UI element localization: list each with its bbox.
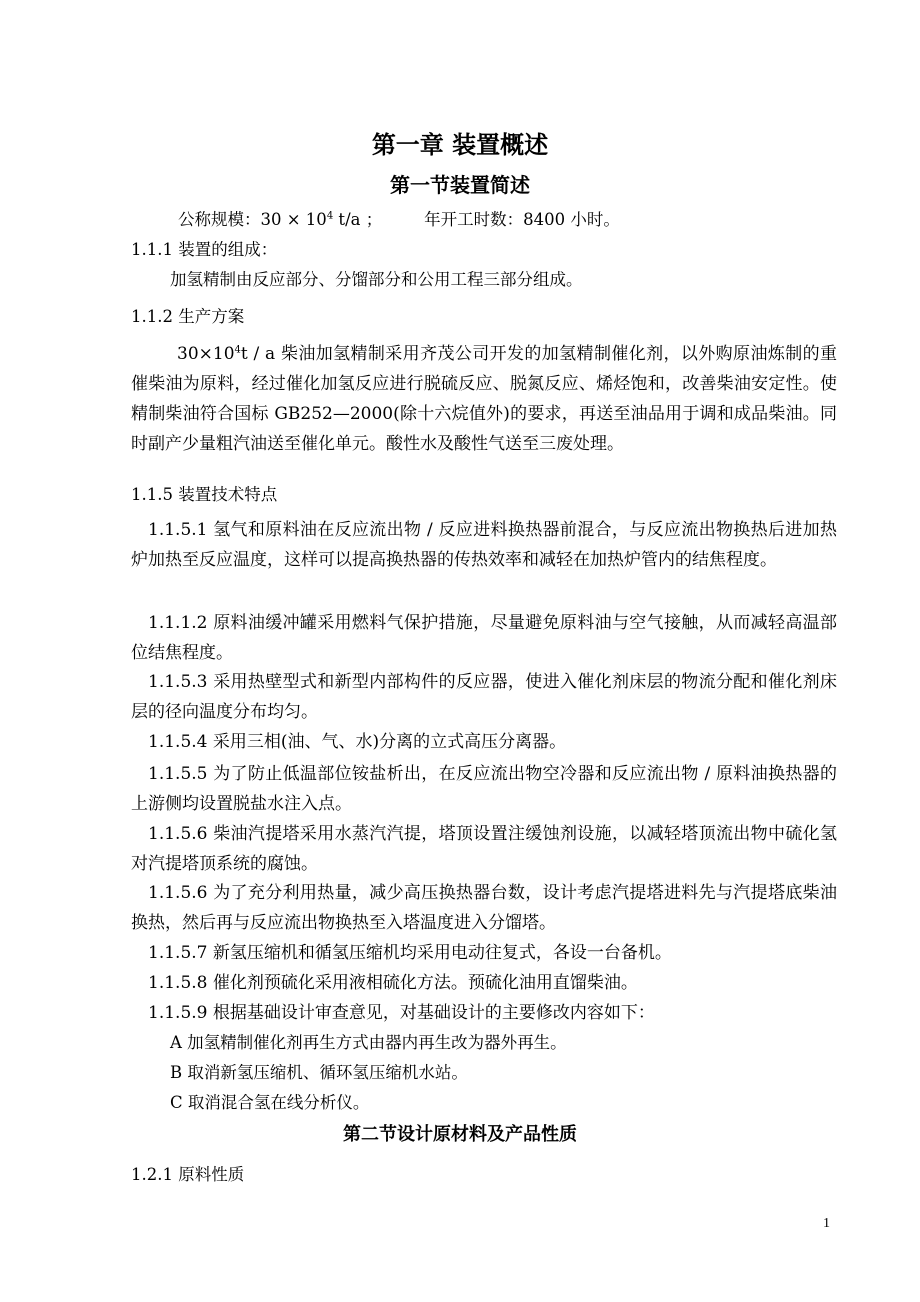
feature-item: 1.1.1.2 原料油缓冲罐采用燃料气保护措施，尽量避免原料油与空气接触，从而减轻高温部位结焦程度。 — [131, 613, 837, 663]
feature-item: 1.1.5.5 为了防止低温部位铵盐析出，在反应流出物空冷器和反应流出物 / 原料油换热器的上游侧均设置脱盐水注入点。 — [131, 764, 837, 814]
section-title-1: 第一节装置简述 — [390, 173, 530, 197]
plan-exponent: 4 — [234, 344, 241, 356]
scale-line — [178, 205, 883, 235]
feature-item: 1.1.5.1 氢气和原料油在反应流出物 / 反应进料换热器前混合，与反应流出物换热后进加热炉加热至反应温度，这样可以提高换热器的传热效率和减轻在加热炉管内的结焦程度。 — [131, 520, 837, 570]
paragraph-production-plan — [131, 339, 837, 459]
modification-item: A 加氢精制催化剂再生方式由器内再生改为器外再生。 — [170, 1033, 567, 1052]
modification-item: C 取消混合氢在线分析仪。 — [170, 1093, 370, 1112]
heading-1-1-5: 1.1.5 装置技术特点 — [131, 485, 278, 504]
page-number: 1 — [823, 1216, 830, 1231]
feature-item: 1.1.5.3 采用热壁型式和新型内部构件的反应器，使进入催化剂床层的物流分配和催化剂床层的径向温度分布均匀。 — [131, 672, 837, 722]
plan-prefix: 30×10 — [177, 344, 235, 364]
chapter-title: 第一章 装置概述 — [371, 131, 549, 159]
heading-1-2-1: 1.2.1 原料性质 — [131, 1165, 245, 1184]
modification-item: B 取消新氢压缩机、循环氢压缩机水站。 — [170, 1063, 468, 1082]
paragraph-composition: 加氢精制由反应部分、分馏部分和公用工程三部分组成。 — [170, 270, 583, 289]
feature-item: 1.1.5.7 新氢压缩机和循氢压缩机均采用电动往复式，各设一台备机。 — [148, 943, 672, 963]
scale-prefix: 公称规模：30 × 10 — [178, 210, 327, 229]
feature-item: 1.1.5.9 根据基础设计审查意见，对基础设计的主要修改内容如下： — [148, 1003, 655, 1023]
scale-exponent: 4 — [326, 210, 334, 222]
heading-1-1-2: 1.1.2 生产方案 — [131, 307, 245, 326]
plan-text: t / a 柴油加氢精制采用齐茂公司开发的加氢精制催化剂，以外购原油炼制的重催柴油为原料，经过催化加氢反应进行脱硫反应、脱氮反应、烯烃饱和，改善柴油安定性。使精制柴油符合国标 GB252—2000(除十六烷值外)的要求，再送至油品用于调和成品柴油。同时副产少量粗汽油送至催化单元。酸性水及酸性气送至三废处理。 — [131, 344, 837, 454]
feature-item: 1.1.5.6 为了充分利用热量，减少高压换热器台数，设计考虑汽提塔进料先与汽提塔底柴油换热，然后再与反应流出物换热至入塔温度进入分馏塔。 — [131, 883, 837, 933]
section-title-2: 第二节设计原材料及产品性质 — [343, 1124, 577, 1145]
feature-item: 1.1.5.6 柴油汽提塔采用水蒸汽汽提，塔顶设置注缓蚀剂设施，以减轻塔顶流出物中硫化氢对汽提塔顶系统的腐蚀。 — [131, 824, 837, 874]
feature-item: 1.1.5.4 采用三相(油、气、水)分离的立式高压分离器。 — [148, 732, 567, 752]
scale-suffix: t/a ； 年开工时数：8400 小时。 — [333, 210, 620, 229]
feature-item: 1.1.5.8 催化剂预硫化采用液相硫化方法。预硫化油用直馏柴油。 — [148, 973, 638, 993]
heading-1-1-1: 1.1.1 装置的组成： — [131, 240, 278, 259]
